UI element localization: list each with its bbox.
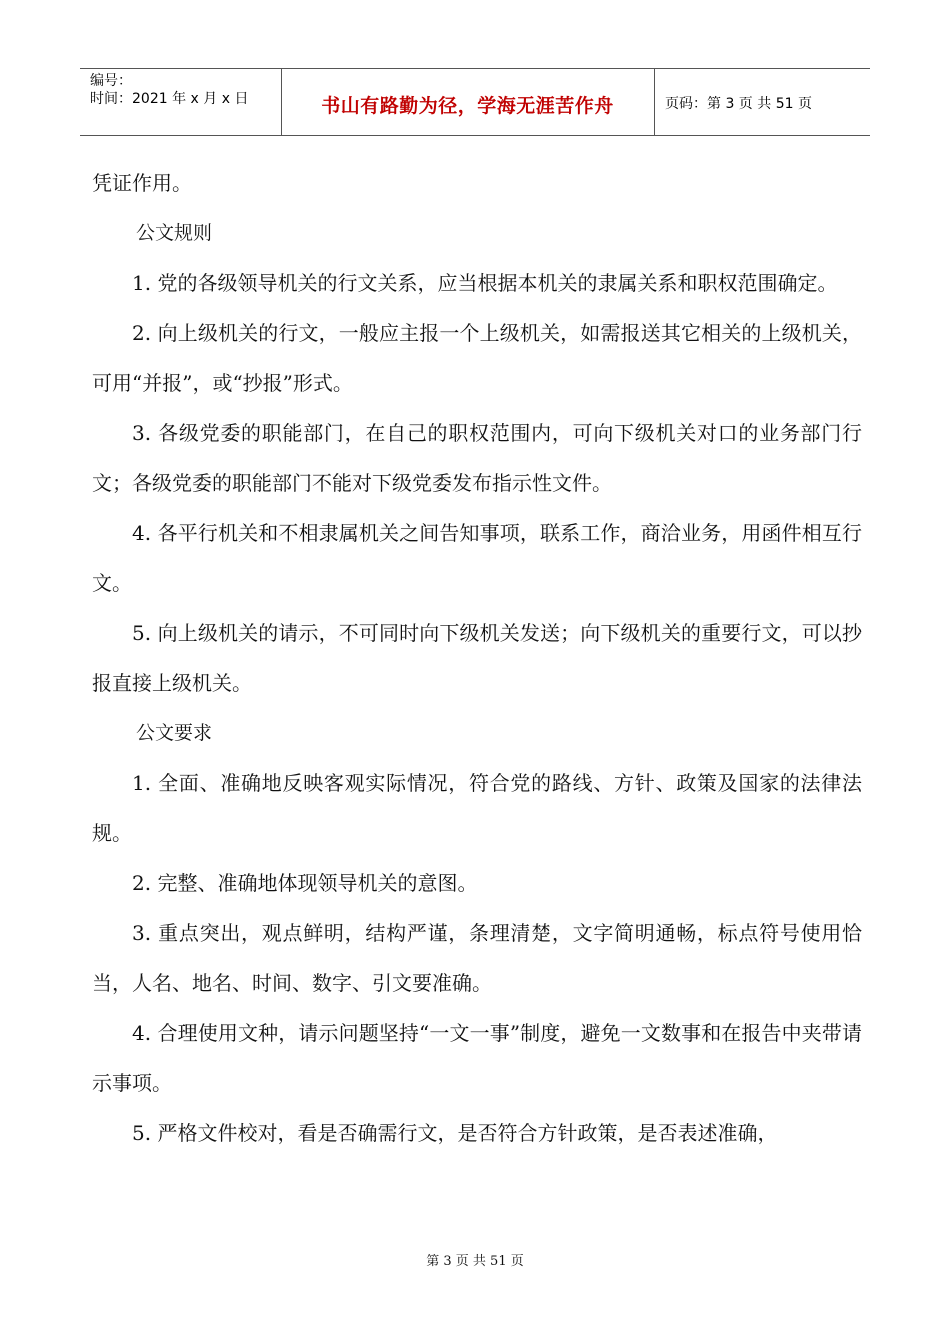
requirement-item: 1. 全面、准确地反映客观实际情况，符合党的路线、方针、政策及国家的法律法规。 [92,771,862,845]
rule-item: 1. 党的各级领导机关的行文关系，应当根据本机关的隶属关系和职权范围确定。 [132,271,838,295]
section-heading: 公文要求 [136,722,213,744]
header-page-code: 页码：第 3 页 共 51 页 [665,96,812,112]
paragraph: 凭证作用。 [92,171,192,195]
header-number-label: 编号： [90,73,132,89]
document-body [92,158,862,1158]
header-divider [654,69,655,135]
section-heading: 公文规则 [136,222,213,244]
rule-item: 3. 各级党委的职能部门，在自己的职权范围内，可向下级机关对口的业务部门行文；各级党委的职能部门不能对下级党委发布指示性文件。 [92,421,862,495]
header-meta [90,72,248,108]
page-header [80,68,870,136]
header-motto: 书山有路勤为径，学海无涯苦作舟 [321,95,614,117]
page-footer: 第 3 页 共 51 页 [426,1254,524,1269]
rule-item: 5. 向上级机关的请示，不可同时向下级机关发送；向下级机关的重要行文，可以抄报直接上级机关。 [92,621,862,695]
rule-item: 2. 向上级机关的行文，一般应主报一个上级机关，如需报送其它相关的上级机关，可用“并报”，或“抄报”形式。 [92,321,862,395]
header-date: 时间：2021 年 x 月 x 日 [90,91,249,107]
rule-item: 4. 各平行机关和不相隶属机关之间告知事项，联系工作，商洽业务，用函件相互行文。 [92,521,862,595]
requirement-item: 5. 严格文件校对，看是否确需行文，是否符合方针政策，是否表述准确， [132,1121,778,1145]
requirement-item: 2. 完整、准确地体现领导机关的意图。 [132,871,478,895]
requirement-item: 4. 合理使用文种，请示问题坚持“一文一事”制度，避免一文数事和在报告中夹带请示事项。 [92,1021,862,1095]
requirement-item: 3. 重点突出，观点鲜明，结构严谨，条理清楚，文字简明通畅，标点符号使用恰当，人名、地名、时间、数字、引文要准确。 [92,921,862,995]
